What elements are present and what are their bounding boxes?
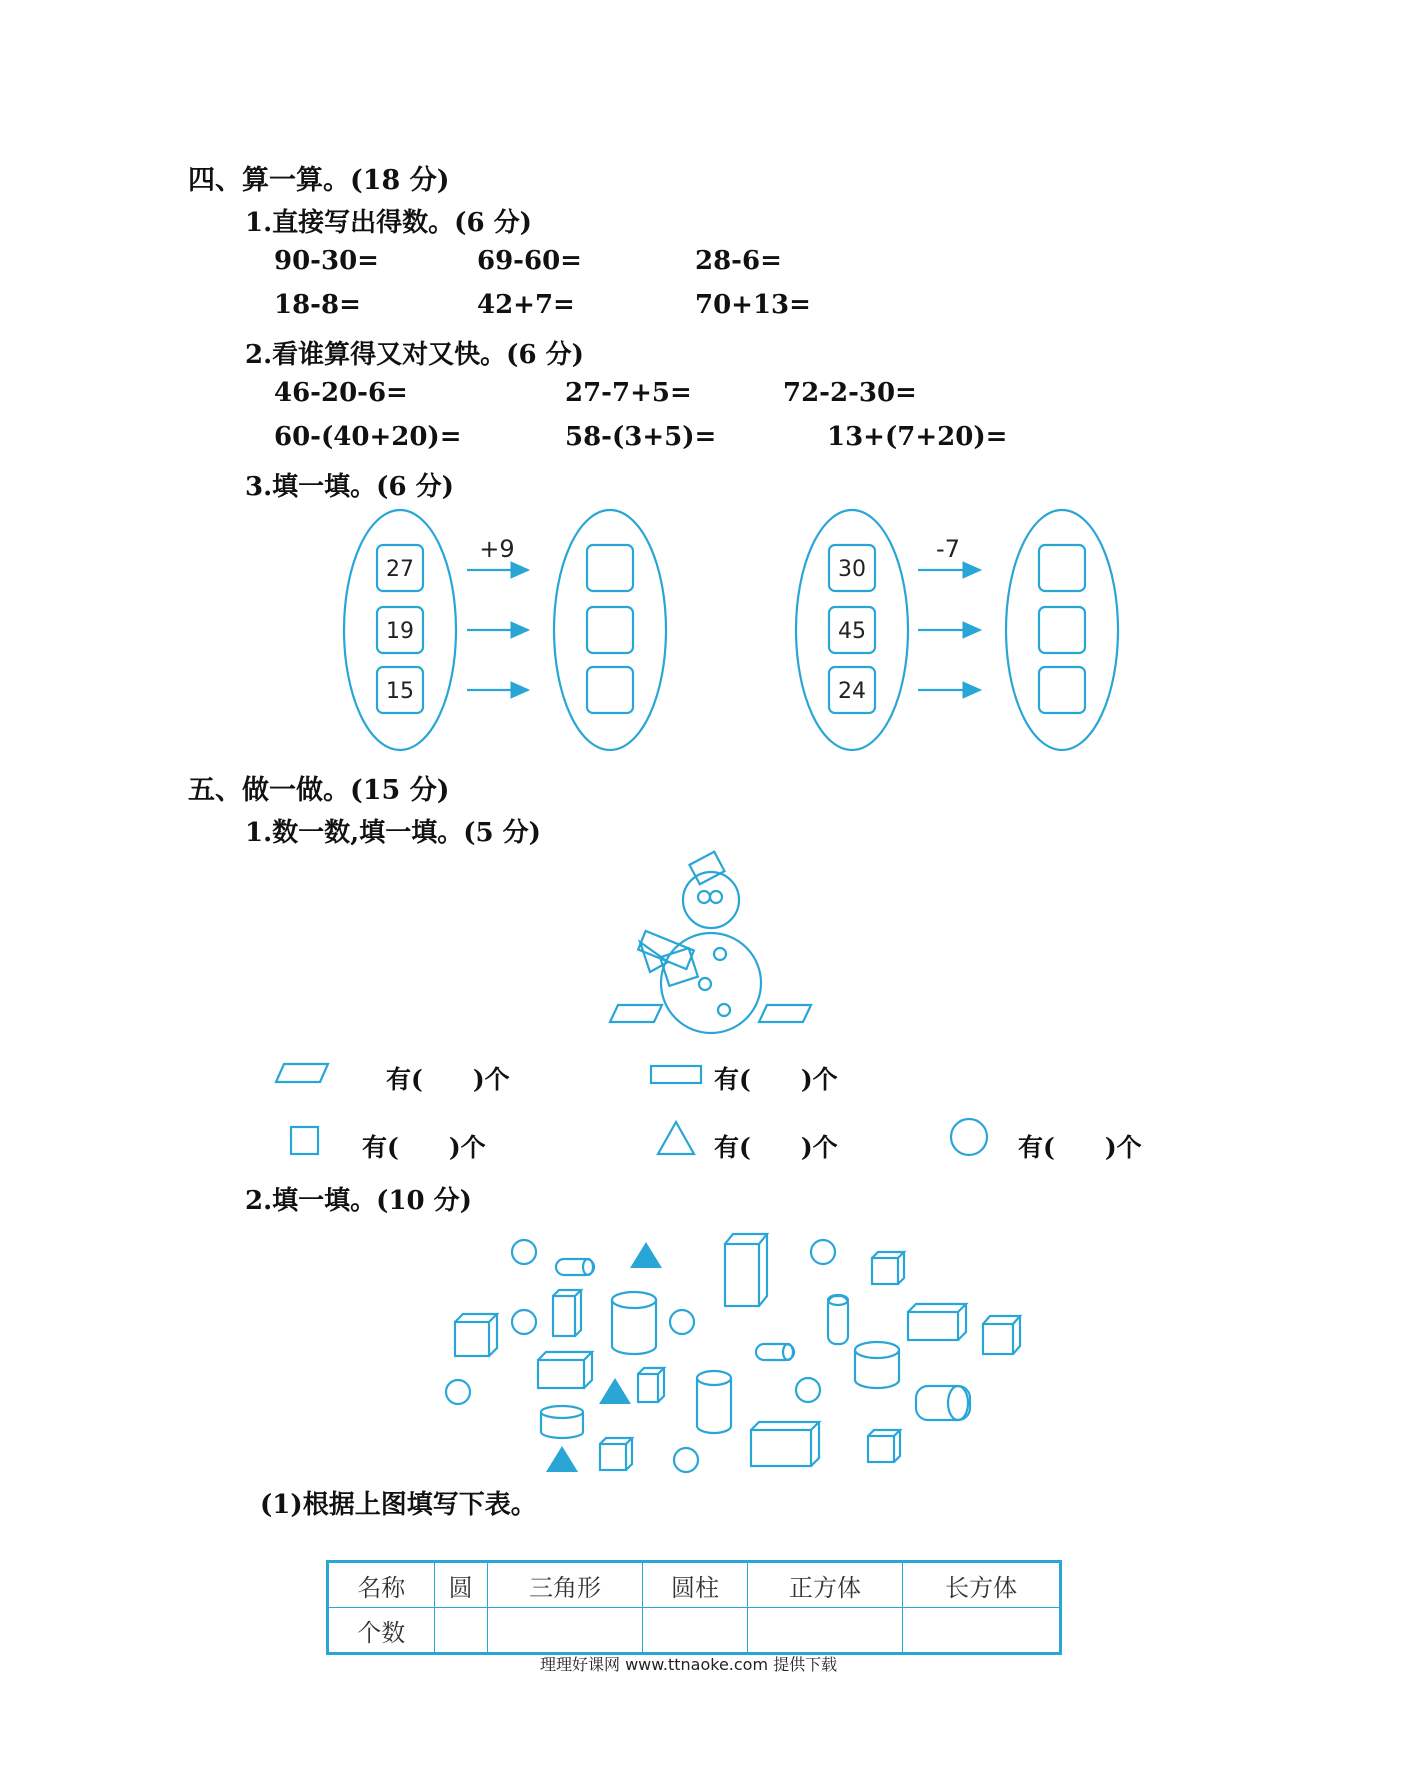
rectangle-count: 有( )个 [714,1065,838,1094]
answer-cell[interactable] [434,1608,487,1654]
table-header: 圆柱 [643,1562,747,1608]
square-count: 有( )个 [362,1133,486,1162]
triangle-icon [658,1122,694,1154]
row-label: 个数 [328,1608,435,1654]
q1-title: 1.直接写出得数。(6 分) [245,208,532,238]
q1-eq: 28-6= [695,246,782,276]
snowman-figure [610,852,811,1033]
triangle-count: 有( )个 [714,1133,838,1162]
q2-eq: 46-20-6= [274,378,408,408]
q1-eq: 70+13= [695,290,811,320]
answer-cell[interactable] [903,1608,1061,1654]
s5-q2-title: 2.填一填。(10 分) [245,1186,472,1216]
shapes-scene [446,1234,1020,1472]
section4-title: 四、算一算。(18 分) [188,165,450,196]
input-value: 19 [386,619,414,644]
rectangle-icon [651,1066,701,1083]
operation-label: +9 [479,535,515,563]
answer-box [1039,667,1085,713]
answer-box [1039,607,1085,653]
footer-watermark: 理理好课网 www.ttnaoke.com 提供下载 [540,1655,838,1674]
table-header-row [328,1562,1061,1608]
count-table [326,1560,1062,1655]
input-value: 30 [838,557,866,582]
table-header: 正方体 [747,1562,903,1608]
table-header: 长方体 [903,1562,1061,1608]
table-row [328,1608,1061,1654]
s5-q1-title: 1.数一数,填一填。(5 分) [245,818,541,848]
q3-title: 3.填一填。(6 分) [245,472,454,502]
answer-box [587,545,633,591]
q1-eq: 42+7= [477,290,575,320]
square-icon [291,1127,318,1154]
parallelogram-count: 有( )个 [386,1065,510,1094]
q1-eq: 69-60= [477,246,582,276]
operation-label: -7 [936,535,960,563]
input-value: 15 [386,679,414,704]
section5-title: 五、做一做。(15 分) [188,775,450,806]
q2-eq: 72-2-30= [783,378,917,408]
input-value: 45 [838,619,866,644]
q1-eq: 90-30= [274,246,379,276]
circle-icon [951,1119,987,1155]
answer-box [587,607,633,653]
table-header: 名称 [328,1562,435,1608]
answer-box [587,667,633,713]
answer-box [1039,545,1085,591]
q2-eq: 58-(3+5)= [565,422,717,452]
q2-title: 2.看谁算得又对又快。(6 分) [245,340,584,370]
answer-cell[interactable] [643,1608,747,1654]
parallelogram-icon [276,1064,328,1082]
answer-cell[interactable] [487,1608,643,1654]
q2-eq: 60-(40+20)= [274,422,462,452]
input-value: 27 [386,557,414,582]
input-value: 24 [838,679,866,704]
table-header: 三角形 [487,1562,643,1608]
q2-eq: 13+(7+20)= [827,422,1008,452]
table-header: 圆 [434,1562,487,1608]
circle-count: 有( )个 [1018,1133,1142,1162]
q2-eq: 27-7+5= [565,378,692,408]
s5-q2-sub1: (1)根据上图填写下表。 [260,1490,537,1520]
answer-cell[interactable] [747,1608,903,1654]
q1-eq: 18-8= [274,290,361,320]
